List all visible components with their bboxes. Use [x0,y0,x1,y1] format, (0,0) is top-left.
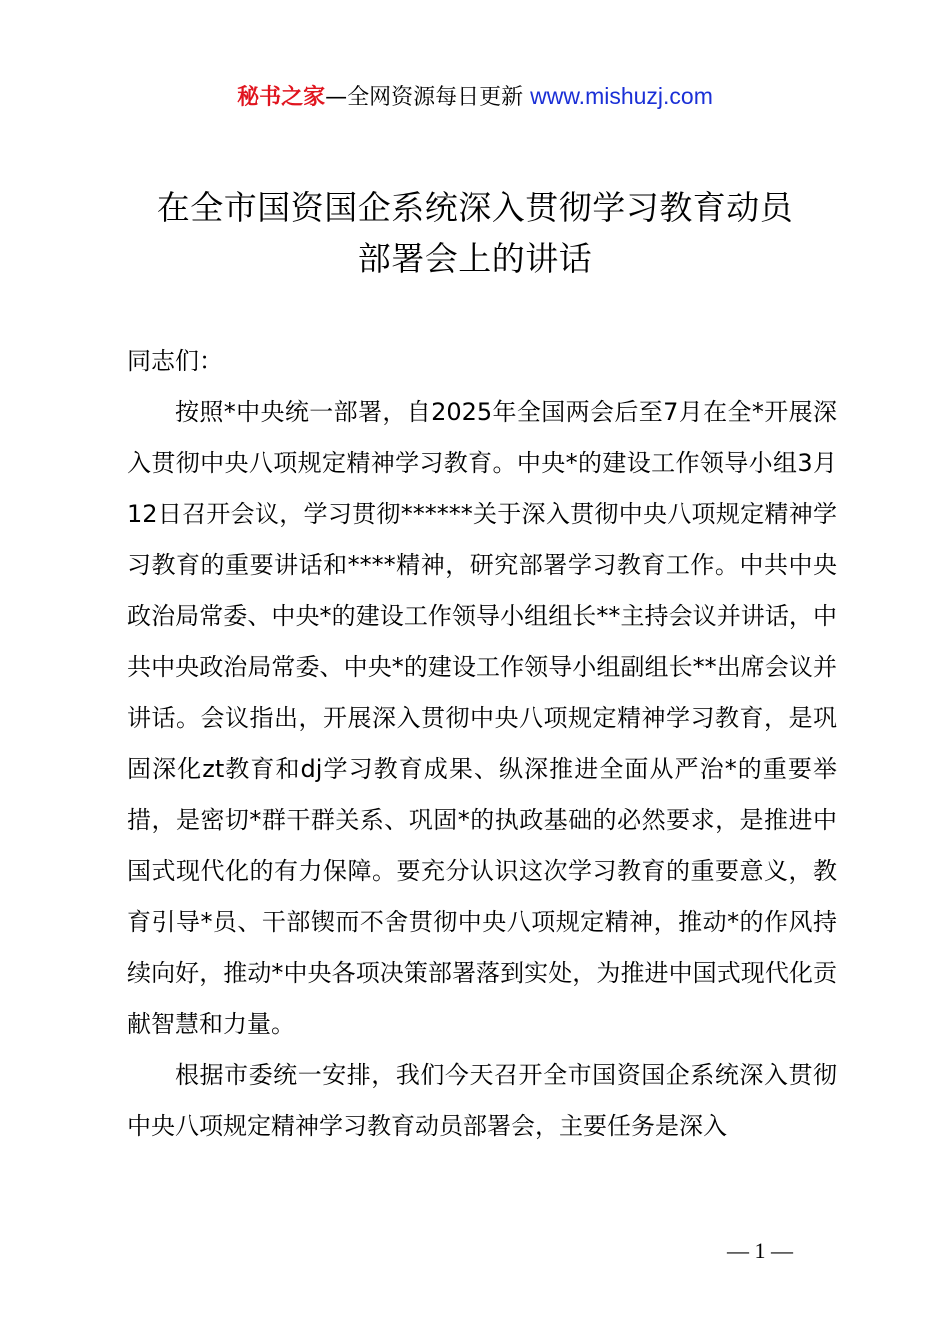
title-line-1: 在全市国资国企系统深入贯彻学习教育动员 [156,188,794,227]
page-number: — 1 — [727,1238,793,1263]
site-brand: 秘书之家 [237,85,326,110]
site-url-link[interactable]: www.mishuzj.com [530,83,713,109]
site-tagline: —全网资源每日更新 [325,85,531,110]
salutation: 同志们： [127,347,223,375]
paragraph-1: 按照*中央统一部署，自2025年全国两会后至7月在全*开展深入贯彻中央八项规定精神学习教育。中央*的建设工作领导小组3月12日召开会议，学习贯彻******关于深入贯彻中央八项规定精神学习教育的重要讲话和****精神，研究部署学习教育工作。中共中央政治局常委、中央*的建设工作领导小组组长**主持会议并讲话，中共中央政治局常委、中央*的建设工作领导小组副组长**出席会议并讲话。会议指出，开展深入贯彻中央八项规定精神学习教育，是巩固深化zt教育和dj学习教育成果、纵深推进全面从严治*的重要举措，是密切*群干群关系、巩固*的执政基础的必然要求，是推进中国式现代化的有力保障。要充分认识这次学习教育的重要意义，教育引导*员、干部锲而不舍贯彻中央八项规定精神，推动*的作风持续向好，推动*中央各项决策部署落到实处，为推进中国式现代化贡献智慧和力量。 [127,398,837,1038]
site-header [0,80,950,114]
paragraph-2: 根据市委统一安排，我们今天召开全市国资国企系统深入贯彻中央八项规定精神学习教育动员部署会，主要任务是深入 [127,1061,837,1140]
title-line-2: 部署会上的讲话 [357,239,593,278]
document-title [100,182,850,284]
document-body [127,336,837,1152]
